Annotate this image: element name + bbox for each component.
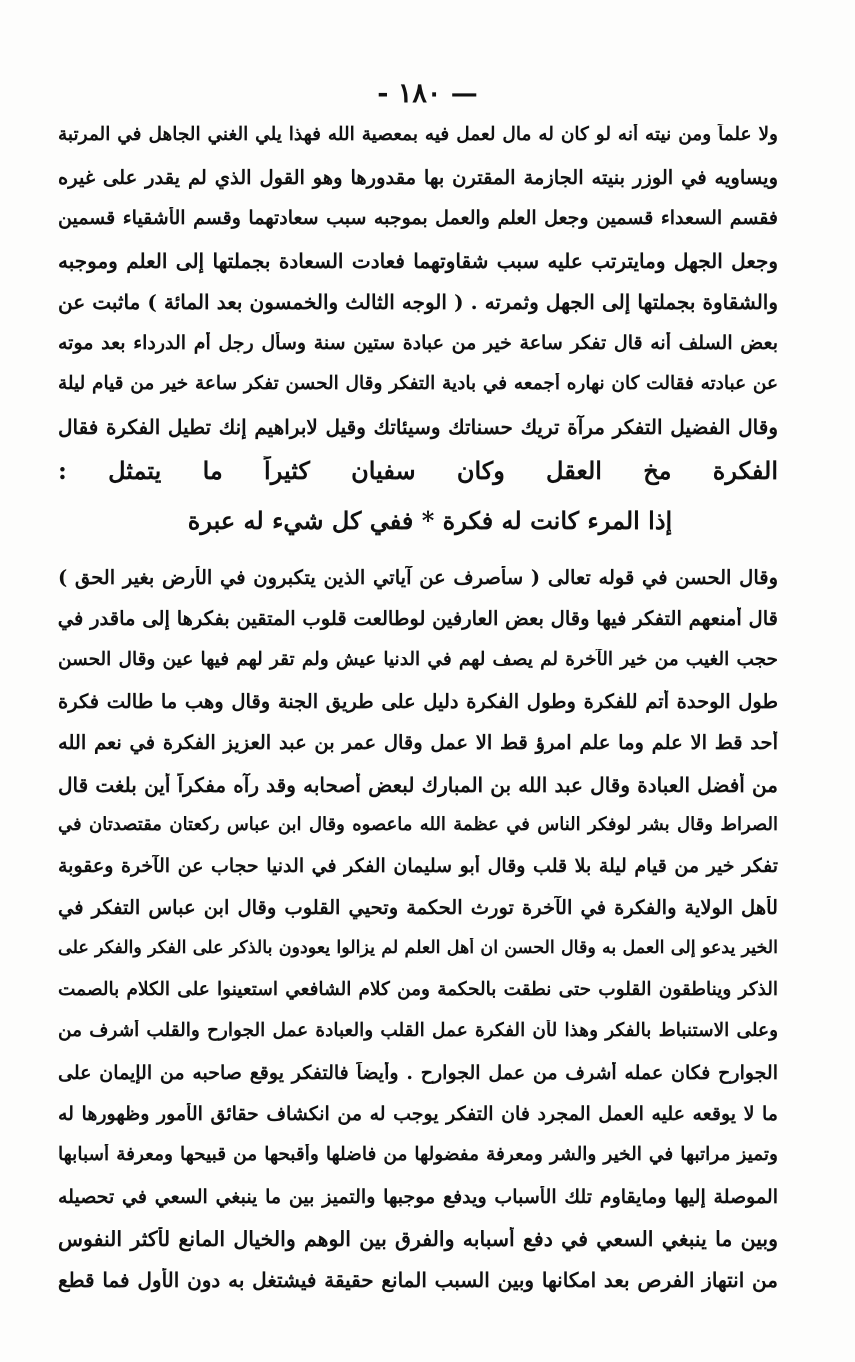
text-line: ما لا يوقعه عليه العمل المجرد فان التفكر يوجب له من انكشاف حقائق الأمور وظهورها له — [58, 1102, 778, 1125]
text-line: بعض السلف أنه قال تفكر ساعة خير من عبادة ستين سنة وسأل رجل أم الدرداء بعد موته — [58, 331, 778, 354]
text-line: وتميز مراتبها في الخير والشر ومعرفة مفضولها من فاضلها وأقبحها من قبيحها ومعرفة أسبابها — [58, 1144, 778, 1166]
text-line: والشقاوة بجملتها إلى الجهل وثمرته . ( الوجه الثالث والخمسون بعد المائة ) ماثبت عن — [58, 290, 778, 314]
paragraph-1 — [58, 124, 778, 504]
text-line: طول الوحدة أتم للفكرة وطول الفكرة دليل على طريق الجنة وقال وهب ما طالت فكرة — [58, 689, 778, 713]
text-line: عن عبادته فقالت كان نهاره أجمعه في بادية التفكر وقال الحسن تفكر ساعة خير من قيام ليلة — [58, 373, 778, 394]
text-line: ويساويه في الوزر بنيته الجازمة المقترن بها مقدورها وهو القول الذي لم يقدر على غيره — [58, 165, 778, 189]
text-line: الجوارح فكان عمله أشرف من عمل الجوارح . وأيضاً فالتفكر يوقع صاحبه من الإيمان على — [58, 1061, 778, 1084]
text-line: الصراط وقال بشر لوفكر الناس في عظمة الله ماعصوه وقال ابن عباس ركعتان مقتصدتان في — [58, 813, 778, 835]
text-line: تفكر خير من قيام ليلة بلا قلب وقال أبو سليمان الفكر في الدنيا حجاب عن الآخرة وعقوبة — [58, 855, 778, 878]
text-line: من أفضل العبادة وقال عبد الله بن المبارك لبعض أصحابه وقد رآه مفكراً أين بلغت قال — [58, 772, 778, 797]
text-line: أحد قط الا علم وما علم امرؤ قط الا عمل وقال عمر بن عبد العزيز الفكرة في نعم الله — [58, 731, 778, 755]
text-line: من انتهاز الفرص بعد امكانها وبين السبب المانع حقيقة فيشتغل به دون الأول فما قطع — [58, 1268, 778, 1293]
text-line: وبين ما ينبغي السعي في دفع أسبابه والفرق بين الوهم والخيال المانع لأكثر النفوس — [58, 1226, 778, 1251]
text-line: وقال الحسن في قوله تعالى ( سأصرف عن آياتي الذين يتكبرون في الأرض بغير الحق ) — [58, 566, 778, 589]
text-line: حجب الغيب من خير الآخرة لم يصف لهم في الدنيا عيش ولم تقر لهم فيها عين وقال الحسن — [58, 648, 778, 670]
text-line: الخير يدعو إلى العمل به وقال الحسن ان أهل العلم لم يزالوا يعودون بالذكر على الفكر والفكر على — [58, 937, 778, 958]
text-line: ولا علماً ومن نيته أنه لو كان له مال لعمل فيه بمعصية الله فهذا يلي الغني الجاهل في المرتبة — [58, 124, 778, 145]
text-line: قال أمنعهم التفكر فيها وقال بعض العارفين لوطالعت قلوب المتقين بفكرها إلى ماقدر في — [58, 607, 778, 631]
text-line: وعلى الاستنباط بالفكر وهذا لأن الفكرة عمل القلب والعبادة عمل الجوارح والقلب أشرف من — [58, 1020, 778, 1042]
page-number: — ١٨٠ - — [377, 78, 478, 109]
paragraph-2 — [58, 566, 778, 1326]
poetry-verse: إذا المرء كانت له فكرة * ففي كل شيء له عبرة — [187, 506, 673, 535]
text-line: الفكرة مخ العقل وكان سفيان كثيراً ما يتمثل : — [58, 456, 778, 485]
text-line: لأهل الولاية والفكرة في الآخرة تورث الحكمة وتحيي القلوب وقال ابن عباس التفكر في — [58, 896, 778, 920]
text-line: الذكر ويناطقون القلوب حتى نطقت بالحكمة ومن كلام الشافعي استعينوا على الكلام بالصمت — [58, 979, 778, 1000]
text-line: وقال الفضيل التفكر مرآة تريك حسناتك وسيئاتك وقيل لابراهيم إنك تطيل الفكرة فقال — [58, 414, 778, 439]
text-line: الموصلة إليها ومايقاوم تلك الأسباب ويدفع موجبها والتميز بين ما ينبغي السعي في تحصيله — [58, 1185, 778, 1208]
text-line: وجعل الجهل ومايترتب عليه سبب شقاوتهما فعادت السعادة بجملتها إلى العلم وموجبه — [58, 248, 778, 273]
text-line: فقسم السعداء قسمين وجعل العلم والعمل بموجبه سبب سعادتهما وقسم الأشقياء قسمين — [58, 207, 778, 229]
